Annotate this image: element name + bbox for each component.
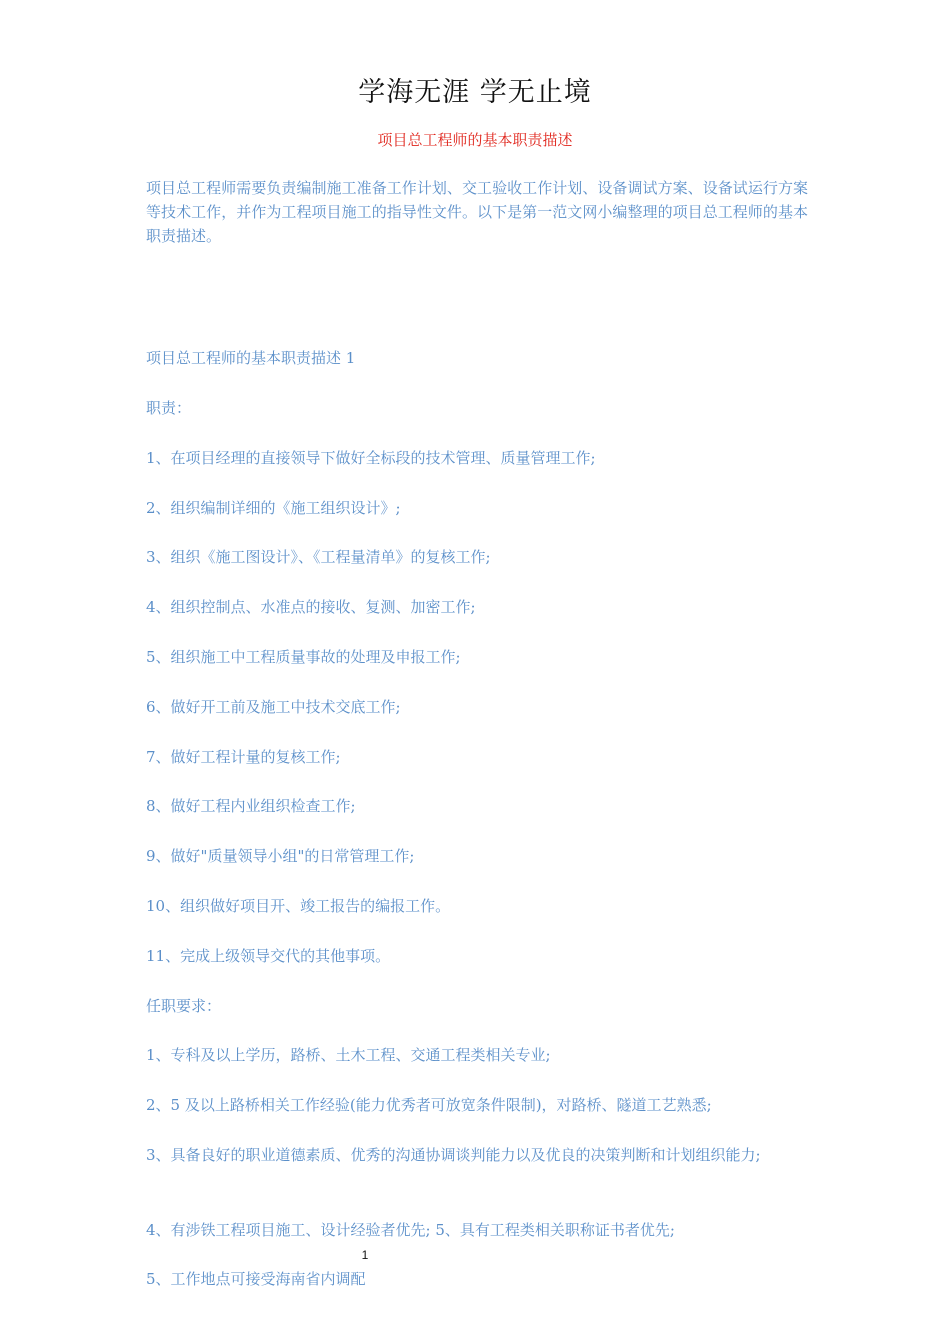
requirement-item: 5、工作地点可接受海南省内调配 xyxy=(146,1270,366,1288)
document-title: 项目总工程师的基本职责描述 xyxy=(377,131,573,149)
section-heading: 项目总工程师的基本职责描述 1 xyxy=(146,349,356,367)
duty-item: 4、组织控制点、水准点的接收、复测、加密工作; xyxy=(146,598,476,616)
duty-item: 2、组织编制详细的《施工组织设计》; xyxy=(146,499,401,517)
duty-item: 8、做好工程内业组织检查工作; xyxy=(146,797,356,815)
requirement-item: 1、专科及以上学历，路桥、土木工程、交通工程类相关专业; xyxy=(146,1046,551,1064)
requirement-item: 2、5 及以上路桥相关工作经验(能力优秀者可放宽条件限制)，对路桥、隧道工艺熟悉; xyxy=(146,1096,712,1114)
duty-item: 6、做好开工前及施工中技术交底工作; xyxy=(146,698,401,716)
duty-item: 5、组织施工中工程质量事故的处理及申报工作; xyxy=(146,648,461,666)
duty-item: 1、在项目经理的直接领导下做好全标段的技术管理、质量管理工作; xyxy=(146,449,596,467)
requirement-item: 3、具备良好的职业道德素质、优秀的沟通协调谈判能力以及优良的决策判断和计划组织能力; xyxy=(146,1146,761,1164)
duty-item: 3、组织《施工图设计》、《工程量清单》的复核工作; xyxy=(146,548,491,566)
duties-label: 职责： xyxy=(146,399,192,417)
duty-item: 7、做好工程计量的复核工作; xyxy=(146,748,341,766)
document-body xyxy=(146,176,808,1288)
requirements-label: 任职要求： xyxy=(146,997,222,1015)
duty-item: 9、做好"质量领导小组"的日常管理工作; xyxy=(146,847,415,865)
duty-item: 10、组织做好项目开、竣工报告的编报工作。 xyxy=(146,897,451,915)
duty-item: 11、完成上级领导交代的其他事项。 xyxy=(146,947,391,965)
intro-paragraph: 项目总工程师需要负责编制施工准备工作计划、交工验收工作计划、设备调试方案、设备试运行方案等技术工作，并作为工程项目施工的指导性文件。以下是第一范文网小编整理的项目总工程师的基本职责描述。 xyxy=(146,179,808,245)
requirement-item: 4、有涉铁工程项目施工、设计经验者优先; 5、具有工程类相关职称证书者优先; xyxy=(146,1221,675,1239)
header-motto: 学海无涯 学无止境 xyxy=(358,77,592,108)
page-number: 1 xyxy=(361,1248,369,1262)
